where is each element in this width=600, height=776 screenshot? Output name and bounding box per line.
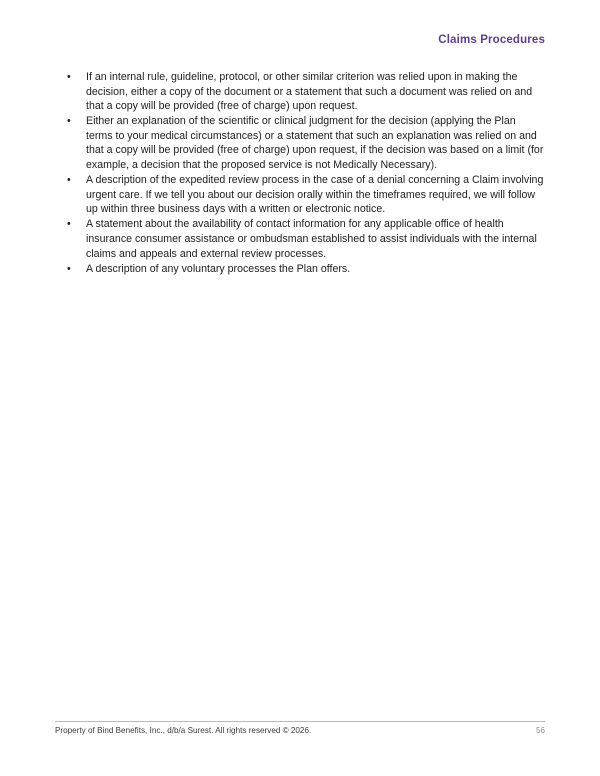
- footer-copyright-text: Property of Bind Benefits, Inc., d/b/a Surest. All rights reserved © 2026.: [55, 726, 312, 735]
- bullet-point-icon: •: [67, 262, 71, 275]
- list-item: [55, 217, 545, 261]
- list-item: [55, 173, 545, 217]
- bullet-point-icon: •: [67, 115, 71, 128]
- list-item-text: If an internal rule, guideline, protocol, or other similar criterion was relied upon in making the decision, either a copy of the document or a statement that such a document was relied on and that a copy will be provided (free of charge) upon request.: [86, 71, 533, 113]
- list-item-text: A description of the expedited review process in the case of a denial concerning a Claim involving urgent care. If we tell you about our decision orally within the timeframes required, we will follow up within three business days with a written or electronic notice.: [86, 174, 544, 216]
- running-header-claims-procedures: Claims Procedures: [438, 34, 545, 46]
- bullet-point-icon: •: [67, 71, 71, 83]
- bullet-list: [55, 70, 545, 276]
- list-item-text: Either an explanation of the scientific or clinical judgment for the decision (applying the Plan terms to your medical circumstances) or a statement that such an explanation was relied on and that a copy will be provided (free of charge) upon request, if the decision was based on a limit (for example, a decision that the proposed service is not Medically Necessary).: [86, 115, 544, 172]
- list-item-text: A description of any voluntary processes the Plan offers.: [86, 262, 351, 275]
- footer-page-number: 56: [535, 726, 545, 735]
- list-item: [55, 114, 545, 172]
- footer-divider: [55, 721, 545, 722]
- bullet-point-icon: •: [67, 218, 71, 231]
- page-footer: [55, 721, 545, 743]
- list-item-text: A statement about the availability of contact information for any applicable office of health insurance consumer assistance or ombudsman established to assist individuals with the internal claims and appeals and external review processes.: [86, 218, 537, 260]
- footer-row: [55, 725, 545, 736]
- page-body-content: [55, 70, 545, 277]
- list-item: [55, 70, 545, 114]
- list-item: [55, 262, 545, 277]
- bullet-point-icon: •: [67, 174, 71, 187]
